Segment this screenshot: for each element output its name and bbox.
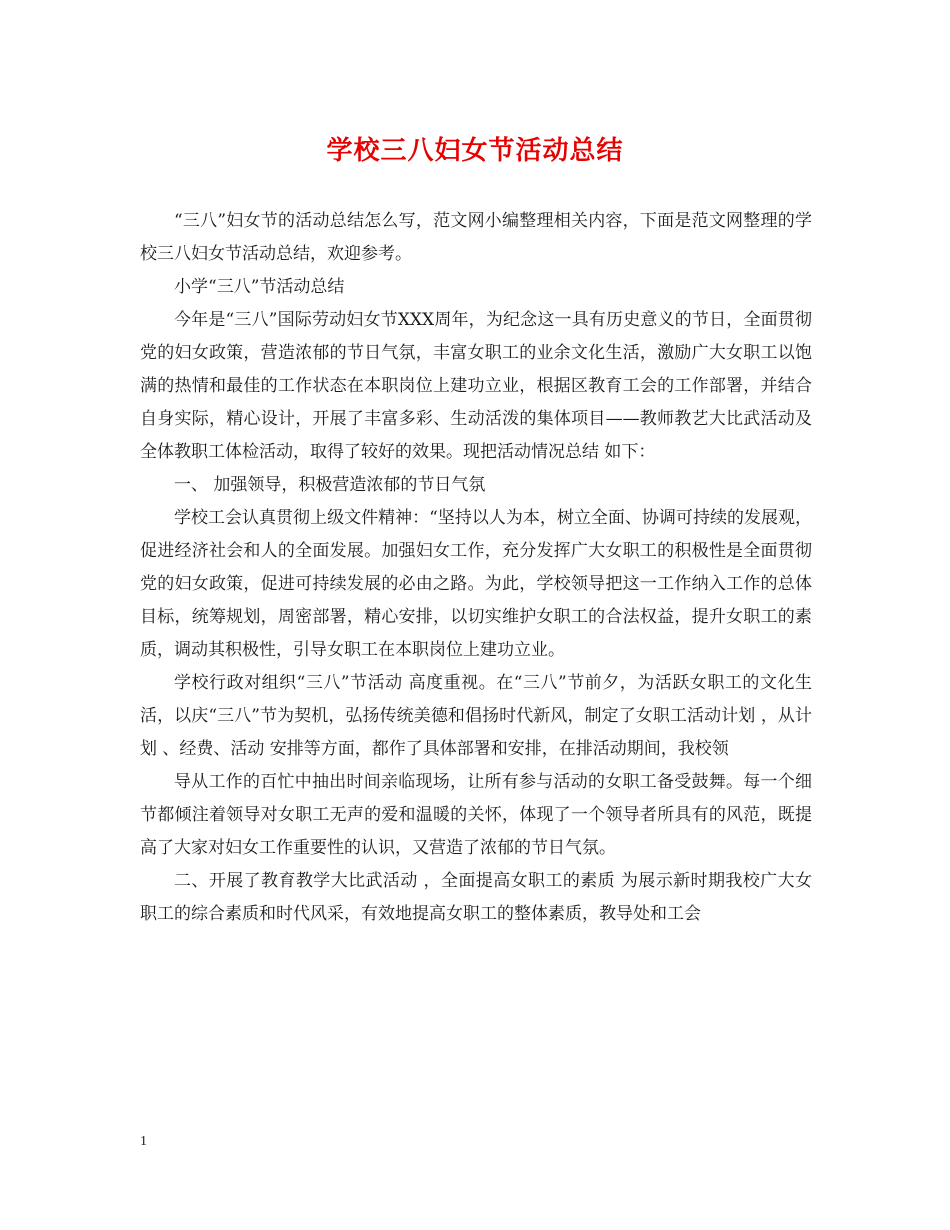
paragraph-section1-b: 学校行政对组织“三八”节活动 高度重视。在“三八”节前夕，为活跃女职工的文化生活，以庆“三八”节为契机，弘扬传统美德和倡扬时代新风，制定了女职工活动计划 ，从计划 、经费、活动 安排等方面，都作了具体部署和安排，在排活动期间，我校领 bbox=[140, 673, 812, 759]
section-heading-2: 二、开展了教育教学大比武活动 ，全面提高女职工的素质 为展示新时期我校广大女职工的综合素质和时代风采，有效地提高女职工的整体素质，教导处和工会 bbox=[140, 871, 812, 924]
section-heading-1: 一、 加强领导，积极营造浓郁的节日气氛 bbox=[174, 475, 486, 495]
paragraph-opening: 今年是“三八”国际劳动妇女节XXX周年，为纪念这一具有历史意义的节日，全面贯彻党的妇女政策，营造浓郁的节日气氛，丰富女职工的业余文化生活，激励广大女职工以饱满的热情和最佳的工作状态在本职岗位上建功立业，根据区教育工会的工作部署，并结合自身实际，精心设计，开展了丰富多彩、生动活泼的集体项目——教师教艺大比武活动及全体教职工体检活动，取得了较好的效果。现把活动情况总结 如下： bbox=[140, 310, 812, 462]
paragraph-subheading: 小学“三八”节活动总结 bbox=[174, 277, 345, 297]
document-body bbox=[140, 205, 812, 931]
paragraph-section1-a: 学校工会认真贯彻上级文件精神：“坚持以人为本，树立全面、协调可持续的发展观，促进经济社会和人的全面发展。加强妇女工作，充分发挥广大女职工的积极性是全面贯彻党的妇女政策，促进可持续发展的必由之路。为此，学校领导把这一工作纳入工作的总体目标，统筹规划，周密部署，精心安排，以切实维护女职工的合法权益，提升女职工的素质，调动其积极性，引导女职工在本职岗位上建功立业。 bbox=[140, 508, 812, 660]
page-number: 1 bbox=[140, 1134, 147, 1149]
paragraph-intro: “三八”妇女节的活动总结怎么写，范文网小编整理相关内容，下面是范文网整理的学校三八妇女节活动总结，欢迎参考。 bbox=[140, 211, 812, 264]
document-title: 学校三八妇女节活动总结 bbox=[326, 136, 624, 166]
paragraph-section1-c: 导从工作的百忙中抽出时间亲临现场，让所有参与活动的女职工备受鼓舞。每一个细节都倾注着领导对女职工无声的爱和温暖的关怀，体现了一个领导者所具有的风范，既提高了大家对妇女工作重要性的认识，又营造了浓郁的节日气氛。 bbox=[140, 772, 812, 858]
